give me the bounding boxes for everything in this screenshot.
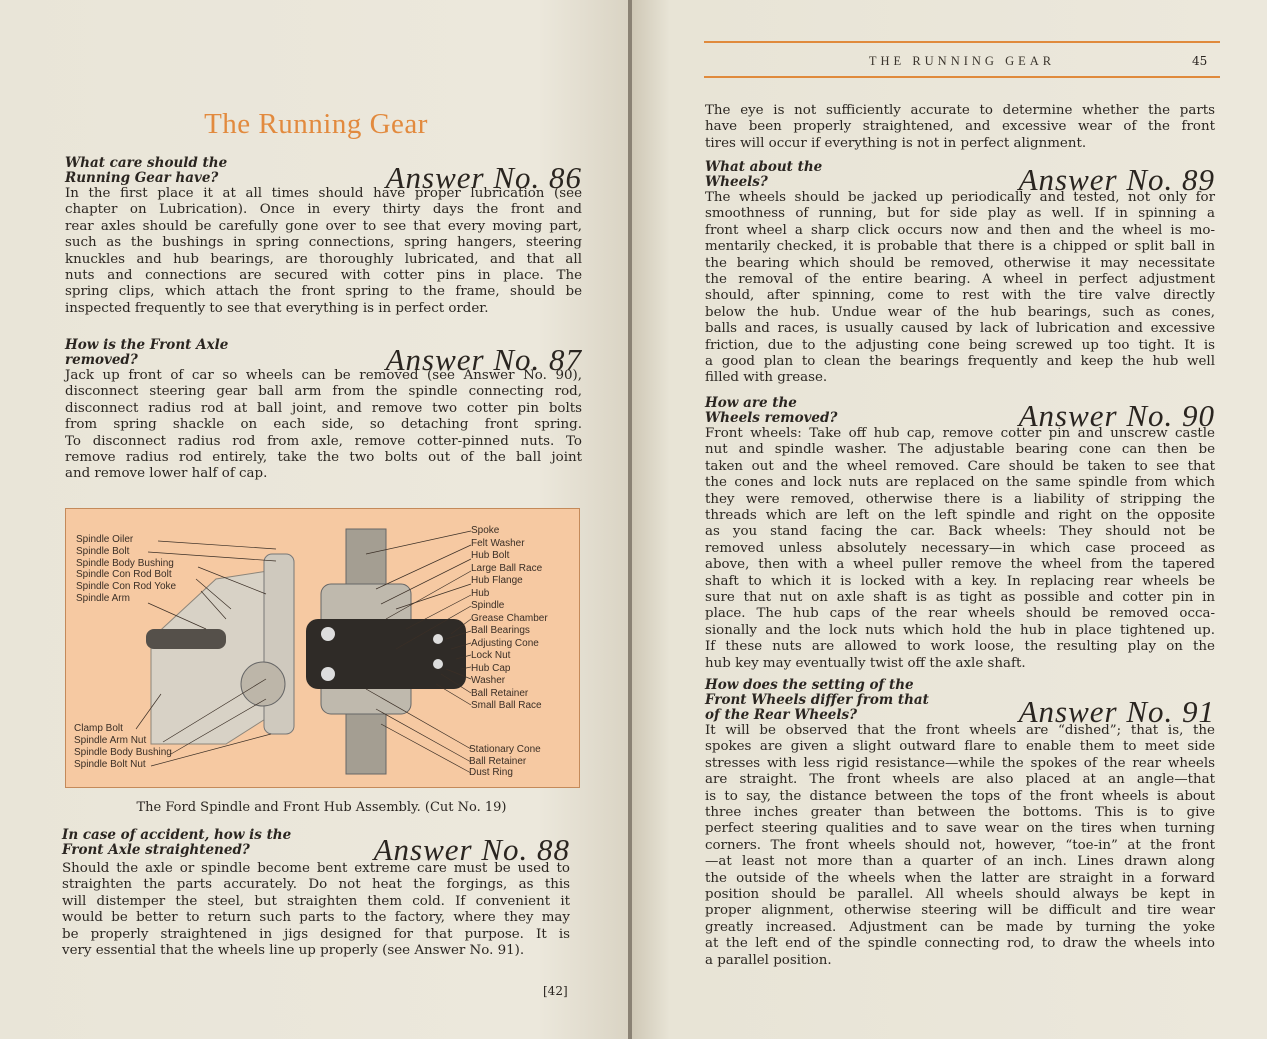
- answer-label: Answer No. 89: [1018, 162, 1215, 197]
- text-line: three inches greater than between the bottoms. This is to give: [705, 805, 1215, 821]
- answer-body: [705, 426, 1215, 672]
- figure-label: Washer: [471, 675, 506, 686]
- header-rule-bottom: [704, 76, 1220, 78]
- text-line: Front wheels: Take off hub cap, remove cotter pin and unscrew castle: [705, 426, 1215, 441]
- text-line: stresses with less rigid resistance—while the spokes of the rear wheels: [705, 755, 1215, 771]
- figure-caption: The Ford Spindle and Front Hub Assembly. (Cut No. 19): [136, 800, 507, 815]
- text-line: will distemper the steel, but straighten them cold. If convenient it: [62, 893, 570, 909]
- figure-label: Dust Ring: [469, 767, 513, 778]
- intro-paragraph: [705, 103, 1215, 152]
- answer-label: Answer No. 91: [1018, 694, 1215, 729]
- text-line: greatly increased. Adjustment can be made by turning the yoke: [705, 919, 1215, 935]
- qa-86: [65, 156, 582, 317]
- text-line: are straight. The front wheels are also placed at an angle—that: [705, 772, 1215, 788]
- figure-label: Adjusting Cone: [471, 637, 539, 649]
- text-line: front wheel a sharp click occurs now and then and the wheel is mo-: [705, 222, 1215, 238]
- text-line: filled with grease.: [705, 370, 828, 386]
- text-line: and remove lower half of cap.: [65, 466, 268, 482]
- question: How is the Front Axle removed?: [65, 337, 229, 368]
- figure-label: Spindle Con Rod Bolt: [76, 569, 172, 581]
- text-line: The wheels should be jacked up periodically and tested, not only for: [705, 190, 1215, 205]
- figure-label: Clamp Bolt: [74, 723, 123, 734]
- answer-body: [62, 861, 570, 959]
- figure-label: Large Ball Race: [471, 562, 543, 574]
- figure-label: Spindle Arm: [76, 593, 130, 604]
- figure-label: Stationary Cone: [469, 744, 541, 755]
- text-line: hub key may eventually twist off the axle shaft.: [705, 655, 1026, 671]
- text-line: nut and spindle washer. The adjustable bearing cone can then be: [705, 442, 1215, 458]
- figure-label: Spindle Body Bushing: [76, 557, 174, 569]
- text-line: place. The hub caps of the rear wheels should be removed occa-: [705, 606, 1215, 622]
- answer-body: [705, 190, 1215, 387]
- text-line: spring clips, which attach the front spring to the frame, should be: [65, 284, 582, 300]
- figure-label: Hub Flange: [471, 575, 523, 586]
- text-line: disconnect steering gear ball arm from the spindle connecting rod,: [65, 384, 582, 400]
- text-line: should, after spinning, come to rest with the tire valve directly: [705, 288, 1215, 304]
- text-line: they were removed, otherwise there is a liability of stripping the: [705, 491, 1215, 507]
- qa-91: [705, 678, 1215, 969]
- text-line: It will be observed that the front wheels are “dished”; that is, the: [705, 723, 1215, 738]
- text-line: as you stand facing the car. Back wheels: They should not be: [705, 524, 1215, 540]
- question: What about the Wheels?: [705, 159, 823, 190]
- figure-label: Spindle Bolt: [76, 545, 130, 557]
- text-line: smoothness of running, but for side play as well. If in spinning a: [705, 206, 1215, 222]
- answer-body: [65, 186, 582, 317]
- figure-label: Hub Cap: [471, 662, 511, 674]
- text-line: The eye is not sufficiently accurate to determine whether the parts: [705, 103, 1215, 118]
- answer-label: Answer No. 88: [373, 832, 570, 867]
- text-line: friction, due to the adjusting cone being screwed up too tight. It is: [705, 337, 1215, 353]
- figure-label: Spindle Oiler: [76, 534, 134, 545]
- figure-label: Ball Retainer: [471, 687, 529, 699]
- question: In case of accident, how is the Front Axle straightened?: [62, 827, 292, 858]
- text-line: To disconnect radius rod from axle, remove cotter-pinned nuts. To: [65, 433, 582, 449]
- chapter-title: The Running Gear: [204, 108, 428, 140]
- figure-label: Hub Bolt: [471, 550, 510, 561]
- figure-label: Hub: [471, 587, 490, 599]
- text-line: knuckles and hub bearings, are thoroughly lubricated, and that all: [65, 251, 582, 267]
- text-line: sure that nut on axle shaft is as tight as possible and cotter pin in: [705, 590, 1215, 606]
- text-line: would be better to return such parts to the factory, where they may: [62, 910, 570, 926]
- text-line: proper alignment, otherwise steering will be difficult and tire wear: [705, 903, 1215, 919]
- text-line: straighten the parts accurately. Do not heat the forgings, as this: [62, 877, 570, 893]
- question: What care should the Running Gear have?: [65, 155, 228, 186]
- text-line: shaft to which it is locked with a key. In replacing rear wheels be: [705, 573, 1215, 589]
- text-line: above, then with a wheel puller remove the wheel from the tapered: [705, 557, 1215, 573]
- text-line: spokes are given a slight outward flare to enable them to meet side: [705, 739, 1215, 755]
- page-number: 45: [1192, 54, 1208, 68]
- figure-label: Grease Chamber: [471, 612, 548, 624]
- running-head: THE RUNNING GEAR: [868, 54, 1056, 68]
- text-line: sionally and the lock nuts which hold the hub in place tightened up.: [705, 622, 1215, 638]
- text-line: a parallel position.: [705, 952, 832, 968]
- figure-label: Spindle Arm Nut: [74, 735, 147, 746]
- qa-88: [62, 828, 570, 959]
- text-line: mentarily checked, it is probable that there is a chipped or split ball in: [705, 239, 1215, 255]
- page-number: [42]: [543, 984, 568, 998]
- text-line: Should the axle or spindle become bent extreme care must be used to: [62, 861, 570, 876]
- text-line: Jack up front of car so wheels can be removed (see Answer No. 90),: [65, 368, 582, 383]
- qa-90: [705, 396, 1215, 672]
- figure-label: Small Ball Race: [471, 700, 542, 711]
- text-line: If these nuts are allowed to work loose, the resulting play on the: [705, 639, 1215, 655]
- text-line: disconnect radius rod at ball joint, and remove two cotter pin bolts: [65, 400, 582, 416]
- qa-87: [65, 338, 582, 483]
- text-line: be properly straightened in jigs designed for that purpose. It is: [62, 926, 570, 942]
- figure-label: Spindle: [471, 600, 505, 611]
- answer-label: Answer No. 86: [385, 160, 582, 195]
- left-page: [0, 0, 632, 1039]
- text-line: tires will occur if everything is not in perfect alignment.: [705, 135, 1087, 151]
- text-line: perfect steering qualities and to save wear on the tires when turning: [705, 821, 1215, 837]
- text-line: from spring shackle on each side, so detaching front spring.: [65, 417, 582, 433]
- figure-label: Felt Washer: [471, 537, 525, 549]
- text-line: have been properly straightened, and excessive wear of the front: [705, 119, 1215, 135]
- text-line: —at least not more than a quarter of an inch. Lines drawn along: [705, 854, 1215, 870]
- text-line: position should be parallel. All wheels should always be kept in: [705, 887, 1215, 903]
- qa-89: [705, 160, 1215, 387]
- text-line: is to say, the distance between the tops of the front wheels is about: [705, 788, 1215, 804]
- answer-label: Answer No. 90: [1018, 398, 1215, 433]
- question: How are the Wheels removed?: [705, 395, 838, 426]
- text-line: remove radius rod entirely, take the two bolts out of the ball joint: [65, 450, 582, 466]
- text-line: a good plan to clean the bearings frequently and keep the hub well: [705, 354, 1215, 370]
- question: How does the setting of the Front Wheels differ from that of the Rear Wheels?: [705, 677, 929, 723]
- text-line: rear axles should be carefully gone over to see that every moving part,: [65, 218, 582, 234]
- text-line: the cones and lock nuts are replaced on the same spindle from which: [705, 475, 1215, 491]
- figure-label: Ball Bearings: [471, 625, 530, 636]
- right-page: [632, 0, 1267, 1039]
- text-line: In the first place it at all times should have proper lubrication (see: [65, 186, 582, 201]
- text-line: nuts and connections are secured with cotter pins in place. The: [65, 268, 582, 284]
- text-line: taken out and the wheel removed. Care should be taken to see that: [705, 458, 1215, 474]
- text-line: such as the bushings in spring connections, spring hangers, steering: [65, 235, 582, 251]
- answer-body: [65, 368, 582, 483]
- text-line: removed unless absolutely necessary—in which case proceed as: [705, 540, 1215, 556]
- text-line: chapter on Lubrication). Once in every thirty days the front and: [65, 202, 582, 218]
- figure-label: Spindle Body Bushing: [74, 747, 172, 758]
- answer-body: [705, 723, 1215, 969]
- figure-label: Ball Retainer: [469, 755, 527, 767]
- text-line: very essential that the wheels line up properly (see Answer No. 91).: [62, 943, 525, 959]
- figure-label: Lock Nut: [471, 650, 511, 661]
- text-line: threads which are left on the left spindle and right on the opposite: [705, 508, 1215, 524]
- text-line: balls and races, is usually caused by lack of lubrication and excessive: [705, 321, 1215, 337]
- text-line: corners. The front wheels should not, however, “toe-in” at the front: [705, 837, 1215, 853]
- spindle-hub-figure: [65, 508, 580, 788]
- text-line: the removal of the entire bearing. A wheel in perfect adjustment: [705, 272, 1215, 288]
- figure-label: Spindle Bolt Nut: [74, 759, 146, 770]
- figure-label: Spoke: [471, 525, 500, 536]
- answer-label: Answer No. 87: [385, 342, 582, 377]
- text-line: inspected frequently to see that everything is in perfect order.: [65, 300, 489, 316]
- text-line: the bearing which should be removed, otherwise it may necessitate: [705, 255, 1215, 271]
- header-rule-top: [704, 41, 1220, 43]
- text-line: at the left end of the spindle connecting rod, to draw the wheels into: [705, 936, 1215, 952]
- text-line: the outside of the wheels when the latter are straight in a forward: [705, 870, 1215, 886]
- text-line: below the hub. Undue wear of the hub bearings, such as cones,: [705, 304, 1215, 320]
- figure-label: Spindle Con Rod Yoke: [76, 581, 177, 593]
